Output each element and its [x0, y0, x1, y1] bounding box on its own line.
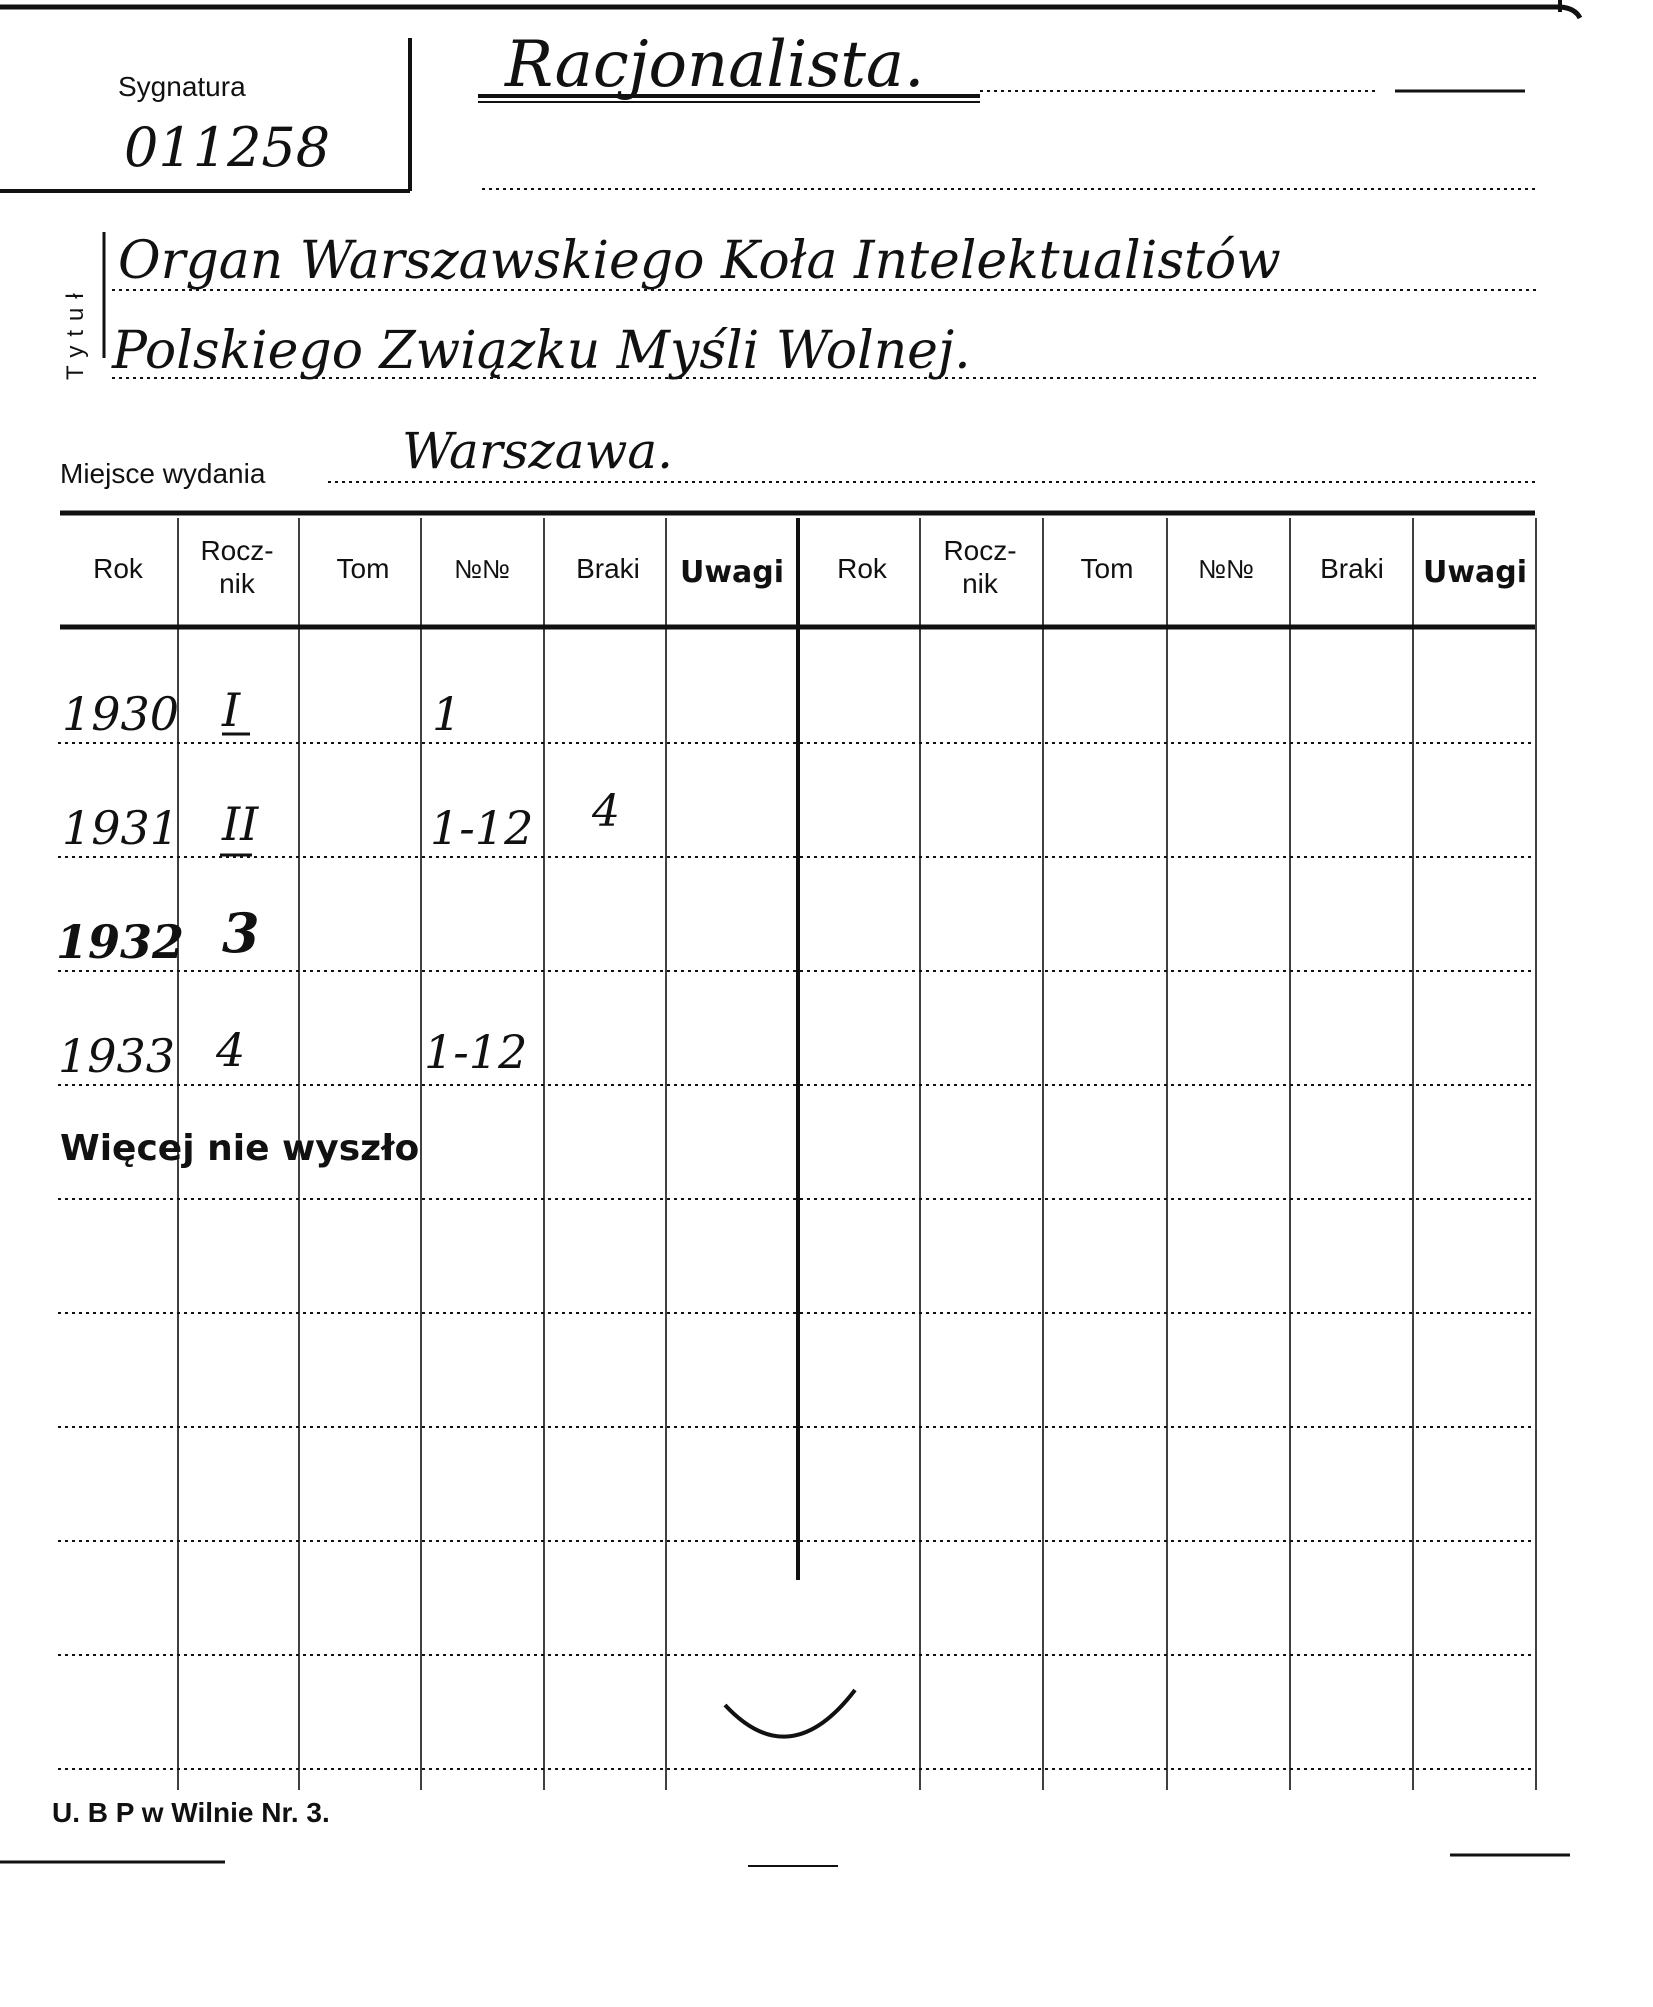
cell-rok: 1930 [62, 687, 180, 741]
table-header-right [837, 535, 1527, 599]
card-top-edge [0, 7, 1580, 18]
cell-braki: 4 [592, 786, 620, 837]
cell-rocznik: II [222, 797, 259, 851]
cell-rocznik: 3 [222, 901, 260, 965]
place-label: Miejsce wydania [60, 458, 266, 489]
subtitle-line-2: Polskiego Związku Myśli Wolnej. [112, 321, 971, 381]
table-row [56, 901, 260, 969]
footer-imprint: U. B P w Wilnie Nr. 3. [52, 1797, 330, 1828]
header-tom-2: Tom [1080, 553, 1134, 584]
tytul-vertical-label [62, 232, 104, 380]
header-rocznik-b-2: nik [962, 568, 998, 599]
header-uwagi: Uwagi [679, 555, 785, 590]
table-header-left [93, 535, 784, 599]
place-row [60, 422, 1536, 489]
header-rocznik-a: Rocz- [200, 535, 274, 566]
signature-box [0, 38, 410, 191]
header-rok-2: Rok [837, 553, 887, 584]
cell-numery: 1-12 [430, 801, 534, 855]
no-more-issued-stamp: Więcej nie wyszło [60, 1128, 420, 1169]
cell-numery: 1-12 [424, 1025, 528, 1079]
header-uwagi-2: Uwagi [1422, 555, 1528, 590]
punch-hole-mark [725, 1690, 855, 1737]
cell-rocznik: I [222, 683, 241, 737]
header-rocznik-a-2: Rocz- [943, 535, 1017, 566]
table-row [62, 786, 620, 855]
header-braki-2: Braki [1320, 553, 1384, 584]
table-row [62, 683, 461, 741]
subtitle-lines [111, 231, 1536, 381]
cell-rok: 1932 [56, 915, 185, 969]
signature-value: 011258 [124, 116, 331, 179]
header-numery: №№ [454, 554, 510, 584]
cell-numery: 1 [432, 687, 462, 741]
cell-rok: 1933 [58, 1029, 176, 1083]
subtitle-line-1: Organ Warszawskiego Koła Intelektualistów [118, 231, 1281, 291]
header-numery-2: №№ [1198, 554, 1254, 584]
table-row [58, 1023, 527, 1083]
header-tom: Tom [336, 553, 390, 584]
header-rok: Rok [93, 553, 143, 584]
title-area [478, 28, 1536, 189]
tytul-label: Tytuł [62, 284, 89, 380]
card-bottom-edge [0, 1855, 1570, 1866]
row-lines [58, 743, 1533, 1769]
cell-rocznik: 4 [216, 1023, 246, 1077]
signature-label: Sygnatura [118, 71, 246, 102]
place-value: Warszawa. [402, 422, 674, 480]
cell-rok: 1931 [62, 801, 180, 855]
header-braki: Braki [576, 553, 640, 584]
journal-title: Racjonalista. [505, 28, 925, 102]
header-rocznik-b: nik [219, 568, 255, 599]
